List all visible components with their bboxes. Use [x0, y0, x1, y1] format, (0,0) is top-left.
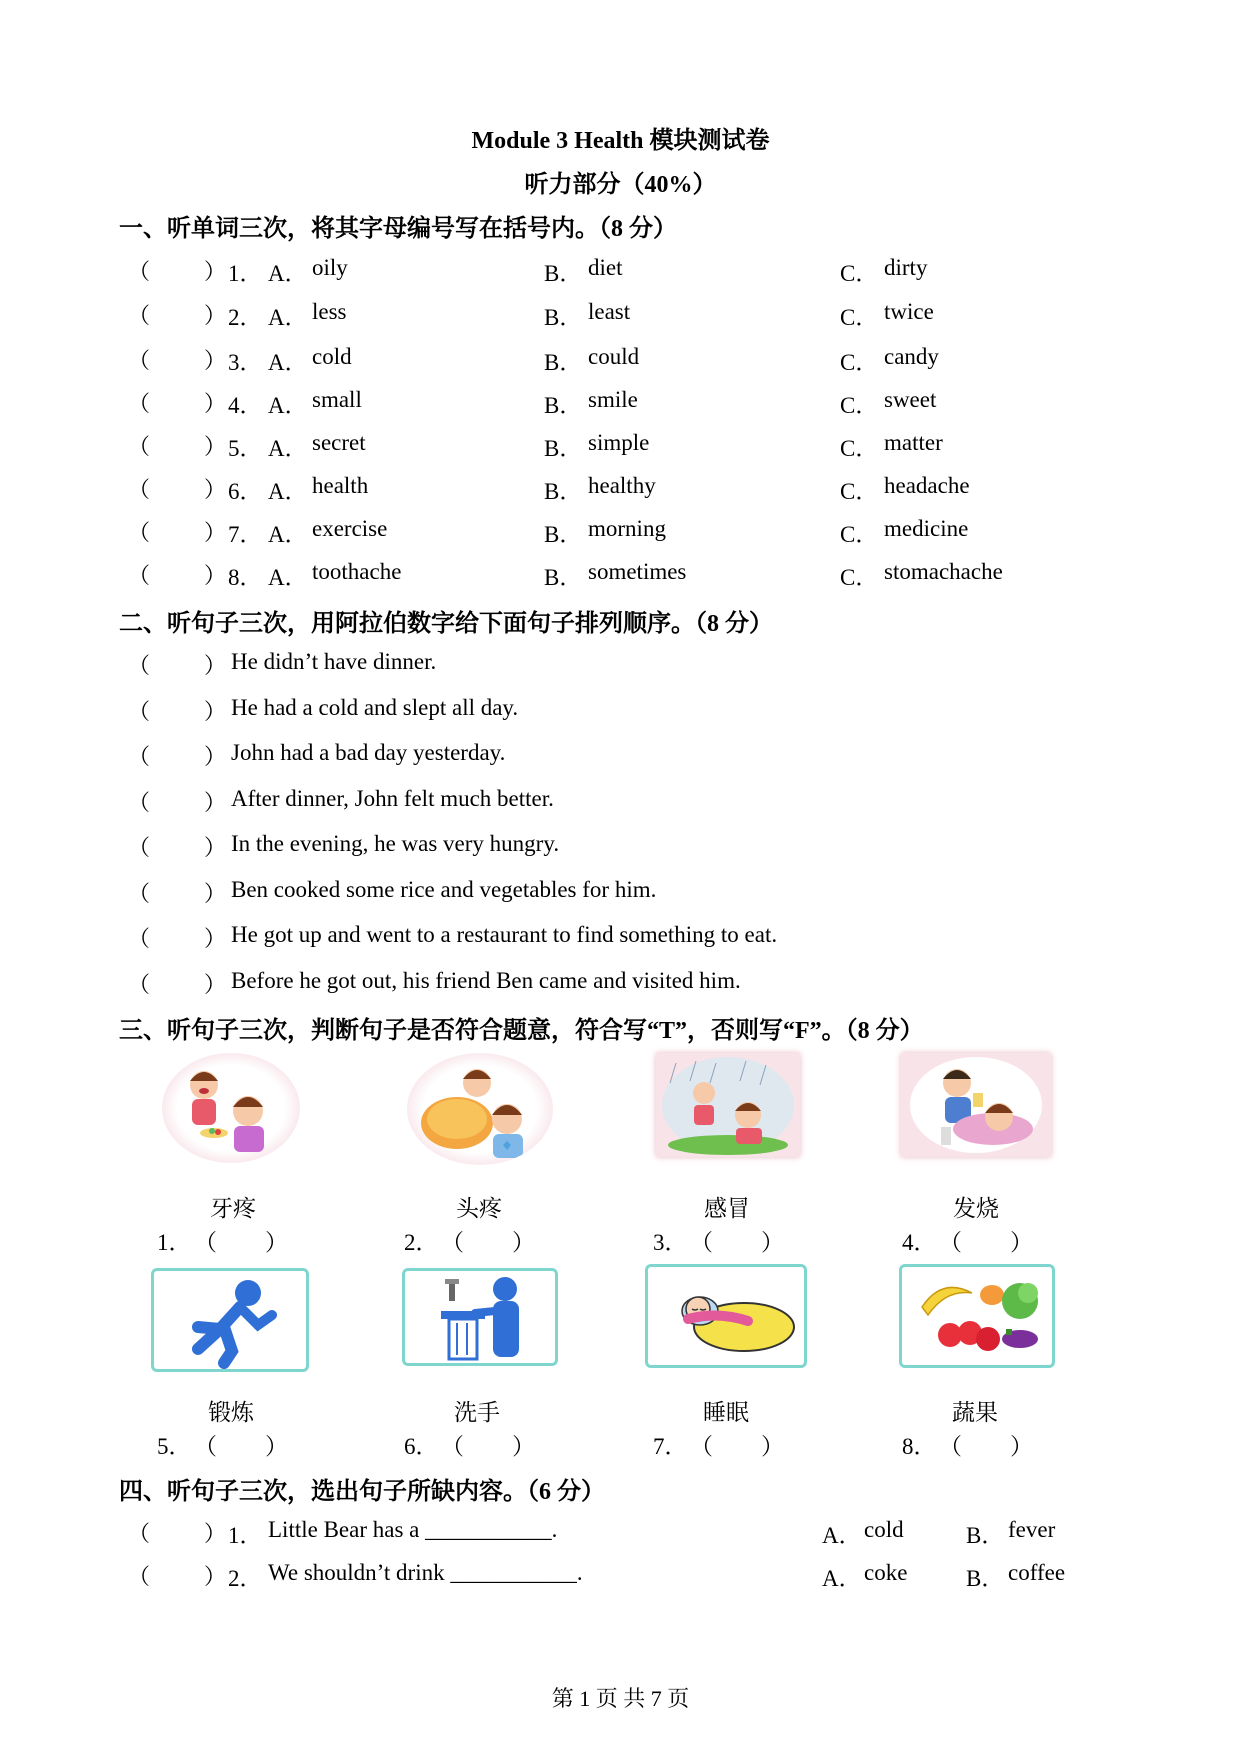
answer-bracket-close: ） [204, 563, 227, 588]
item-number: 1． [228, 261, 263, 286]
option-b-word: diet [588, 255, 623, 280]
cold-picture [656, 1053, 800, 1157]
option-b-word: sometimes [588, 559, 687, 584]
answer-bracket-close: ） [204, 972, 227, 997]
section3-heading: 三、听句子三次，判断句子是否符合题意，符合写“T”，否则写“F”。（8 分） [119, 1018, 924, 1044]
caption-exercise: 锻炼 [208, 1400, 254, 1425]
item-number: 6． [228, 479, 263, 504]
answer-slot-7: 7． （ ） [653, 1434, 784, 1459]
answer-bracket-open: （ [128, 926, 151, 951]
option-c-label: C． [840, 393, 879, 418]
answer-bracket-close: ） [204, 434, 227, 459]
item-number: 2． [228, 305, 263, 330]
answer-bracket-open: （ [128, 1521, 151, 1546]
option-c-label: C． [840, 522, 879, 547]
caption-toothache: 牙疼 [210, 1196, 256, 1221]
answer-bracket-close: ） [204, 790, 227, 815]
option-c-label: C． [840, 261, 879, 286]
option-b-label: B． [544, 393, 583, 418]
item-number: 7． [228, 522, 263, 547]
sentence-text: John had a bad day yesterday. [231, 740, 506, 765]
answer-bracket-open: （ [128, 972, 151, 997]
answer-slot-3: 3． （ ） [653, 1230, 784, 1255]
item-number: 4． [228, 393, 263, 418]
option-c-word: twice [884, 299, 934, 324]
option-a-word: oily [312, 255, 348, 280]
sentence-text: Ben cooked some rice and vegetables for him. [231, 877, 657, 902]
section4-heading: 四、听句子三次，选出句子所缺内容。（6 分） [119, 1479, 605, 1505]
option-a-word: exercise [312, 516, 388, 541]
option-b-label: B． [544, 436, 583, 461]
option-c-label: C． [840, 565, 879, 590]
section1-heading: 一、听单词三次，将其字母编号写在括号内。（8 分） [119, 216, 677, 242]
wash-hands-picture [402, 1268, 558, 1366]
sentence-text: In the evening, he was very hungry. [231, 831, 560, 856]
option-b-label: B． [544, 261, 583, 286]
answer-bracket-open: （ [128, 744, 151, 769]
sentence-text: He had a cold and slept all day. [231, 695, 519, 720]
item-number: 2． [228, 1566, 263, 1591]
answer-bracket-open: （ [128, 477, 151, 502]
option-a-word: toothache [312, 559, 402, 584]
answer-bracket-open: （ [128, 303, 151, 328]
option-b-word: least [588, 299, 631, 324]
answer-bracket-open: （ [128, 520, 151, 545]
option-b-label: B． [544, 479, 583, 504]
option-a-label: A． [268, 522, 308, 547]
answer-bracket-close: ） [204, 835, 227, 860]
option-c-label: C． [840, 436, 879, 461]
vegetables-fruits-picture [899, 1264, 1055, 1368]
option-b-label: B． [544, 305, 583, 330]
option-a-label: A． [268, 436, 308, 461]
item-number: 8． [228, 565, 263, 590]
answer-bracket-open: （ [128, 259, 151, 284]
answer-bracket-open: （ [128, 881, 151, 906]
sentence-text: He got up and went to a restaurant to find something to eat. [231, 922, 778, 947]
option-a-label: A． [268, 305, 308, 330]
item-number: 5． [228, 436, 263, 461]
option-a-word: health [312, 473, 369, 498]
option-a-word: small [312, 387, 362, 412]
option-a-label: A． [822, 1523, 862, 1548]
answer-slot-4: 4． （ ） [902, 1230, 1033, 1255]
option-b-label: B． [966, 1566, 1005, 1591]
sentence-text: After dinner, John felt much better. [231, 786, 554, 811]
answer-bracket-open: （ [128, 790, 151, 815]
answer-slot-1: 1． （ ） [157, 1230, 288, 1255]
section2-heading: 二、听句子三次，用阿拉伯数字给下面句子排列顺序。（8 分） [119, 611, 773, 637]
option-a-word: coke [864, 1560, 908, 1585]
option-c-word: sweet [884, 387, 937, 412]
option-b-word: fever [1008, 1517, 1056, 1542]
answer-bracket-close: ） [204, 477, 227, 502]
caption-wash-hands: 洗手 [454, 1400, 500, 1425]
answer-bracket-close: ） [204, 744, 227, 769]
answer-slot-2: 2． （ ） [404, 1230, 535, 1255]
question-text: We shouldn’t drink ___________. [268, 1560, 583, 1585]
exercise-picture [151, 1268, 309, 1372]
answer-bracket-close: ） [204, 1564, 227, 1589]
option-c-word: headache [884, 473, 970, 498]
answer-slot-5: 5． （ ） [157, 1434, 288, 1459]
option-a-word: cold [864, 1517, 904, 1542]
option-b-word: simple [588, 430, 650, 455]
answer-bracket-open: （ [128, 563, 151, 588]
option-a-label: A． [268, 261, 308, 286]
option-a-label: A． [268, 350, 308, 375]
option-a-label: A． [268, 479, 308, 504]
fever-picture [901, 1053, 1051, 1157]
option-c-label: C． [840, 305, 879, 330]
item-number: 3． [228, 350, 263, 375]
option-b-label: B． [544, 522, 583, 547]
answer-bracket-open: （ [128, 434, 151, 459]
answer-bracket-close: ） [204, 653, 227, 678]
option-a-word: secret [312, 430, 366, 455]
answer-bracket-close: ） [204, 348, 227, 373]
answer-bracket-open: （ [128, 348, 151, 373]
sentence-text: Before he got out, his friend Ben came and visited him. [231, 968, 741, 993]
sentence-text: He didn’t have dinner. [231, 649, 437, 674]
sleep-picture [645, 1264, 807, 1368]
answer-slot-8: 8． （ ） [902, 1434, 1033, 1459]
option-b-word: morning [588, 516, 666, 541]
answer-bracket-close: ） [204, 1521, 227, 1546]
answer-bracket-close: ） [204, 391, 227, 416]
answer-bracket-close: ） [204, 926, 227, 951]
option-b-word: coffee [1008, 1560, 1066, 1585]
option-a-word: cold [312, 344, 352, 369]
page-footer: 第 1 页 共 7 页 [551, 1686, 690, 1711]
option-b-word: smile [588, 387, 638, 412]
answer-bracket-close: ） [204, 699, 227, 724]
option-c-word: candy [884, 344, 939, 369]
caption-sleep: 睡眠 [703, 1400, 749, 1425]
answer-bracket-close: ） [204, 520, 227, 545]
option-c-label: C． [840, 479, 879, 504]
answer-bracket-close: ） [204, 259, 227, 284]
answer-bracket-open: （ [128, 699, 151, 724]
answer-bracket-close: ） [204, 303, 227, 328]
option-c-word: stomachache [884, 559, 1003, 584]
headache-picture [407, 1053, 553, 1165]
option-b-label: B． [544, 350, 583, 375]
caption-fever: 发烧 [953, 1196, 999, 1221]
option-b-label: B． [544, 565, 583, 590]
option-c-word: matter [884, 430, 943, 455]
caption-cold: 感冒 [704, 1196, 750, 1221]
option-b-label: B． [966, 1523, 1005, 1548]
answer-bracket-open: （ [128, 835, 151, 860]
option-c-word: dirty [884, 255, 928, 280]
option-b-word: healthy [588, 473, 656, 498]
toothache-picture [162, 1053, 300, 1163]
option-c-word: medicine [884, 516, 969, 541]
option-a-label: A． [268, 393, 308, 418]
option-a-word: less [312, 299, 347, 324]
item-number: 1． [228, 1523, 263, 1548]
answer-bracket-open: （ [128, 1564, 151, 1589]
caption-vegetables-fruits: 蔬果 [952, 1400, 998, 1425]
option-c-label: C． [840, 350, 879, 375]
option-a-label: A． [822, 1566, 862, 1591]
option-a-label: A． [268, 565, 308, 590]
caption-headache: 头疼 [456, 1196, 502, 1221]
page-title: Module 3 Health 模块测试卷 [471, 128, 770, 154]
option-b-word: could [588, 344, 640, 369]
question-text: Little Bear has a ___________. [268, 1517, 558, 1542]
answer-bracket-close: ） [204, 881, 227, 906]
page-subtitle: 听力部分（40%） [524, 172, 717, 198]
answer-slot-6: 6． （ ） [404, 1434, 535, 1459]
answer-bracket-open: （ [128, 391, 151, 416]
answer-bracket-open: （ [128, 653, 151, 678]
